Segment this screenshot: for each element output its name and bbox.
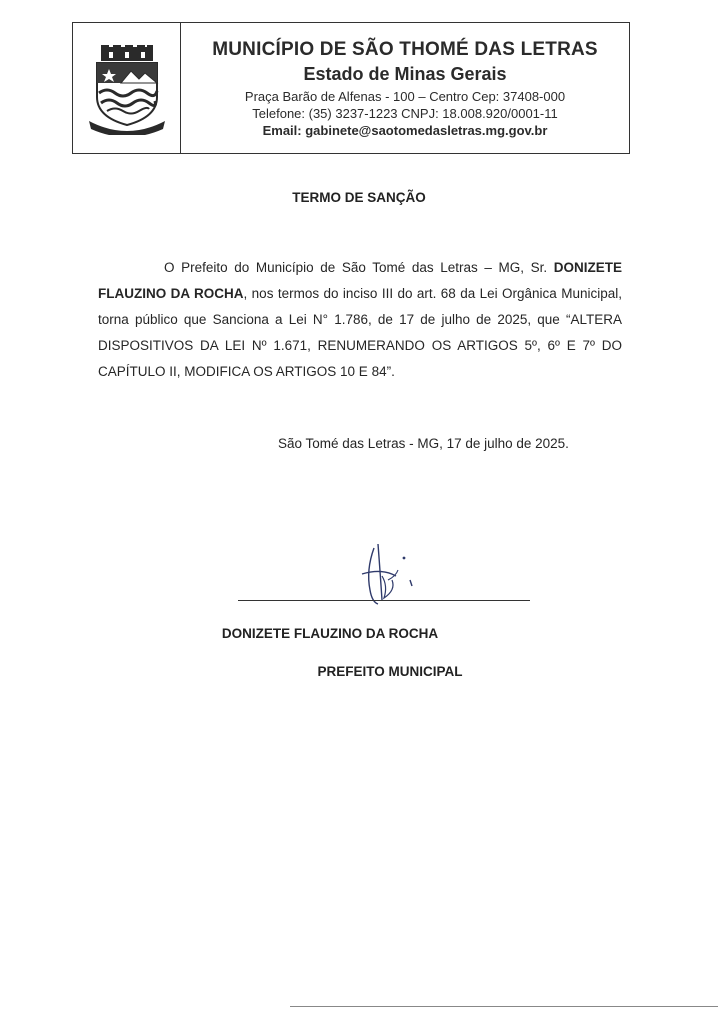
address-line: Praça Barão de Alfenas - 100 – Centro Cep: 37408-000 <box>244 89 566 104</box>
signer-name: DONIZETE FLAUZINO DA ROCHA <box>221 626 439 641</box>
date-line: São Tomé das Letras - MG, 17 de julho de 2025. <box>278 436 569 451</box>
signer-role: PREFEITO MUNICIPAL <box>317 664 463 679</box>
municipal-crest-icon <box>87 45 167 135</box>
letterhead-text <box>181 23 629 153</box>
state-name: Estado de Minas Gerais <box>303 64 507 84</box>
body-paragraph <box>98 255 622 385</box>
phone-cnpj-line: Telefone: (35) 3237-1223 CNPJ: 18.008.920/0001-11 <box>252 106 558 121</box>
email-line: Email: gabinete@saotomedasletras.mg.gov.br <box>262 123 548 138</box>
municipality-name: MUNICÍPIO DE SÃO THOMÉ DAS LETRAS <box>212 39 598 60</box>
body-rest: , nos termos do inciso III do art. 68 da Lei Orgânica Municipal, torna público que Sanciona a Lei N° 1.786, de 17 de julho de 2025, que “ALTERA DISPOSITIVOS DA LEI Nº 1.671, RENUMERANDO OS ARTIGOS 5º, 6º E 7º DO CAPÍTULO II, MODIFICA OS ARTIGOS 10 E 84”. <box>98 286 622 379</box>
signature-line <box>238 600 530 601</box>
body-intro: O Prefeito do Município de São Tomé das Letras – MG, Sr. <box>164 260 554 275</box>
document-title: TERMO DE SANÇÃO <box>292 190 426 205</box>
letterhead <box>72 22 630 154</box>
body-mayor-name: DONIZETE FLAUZINO DA ROCHA <box>98 260 622 301</box>
bottom-rule <box>290 1006 718 1007</box>
crest-cell <box>73 23 181 153</box>
